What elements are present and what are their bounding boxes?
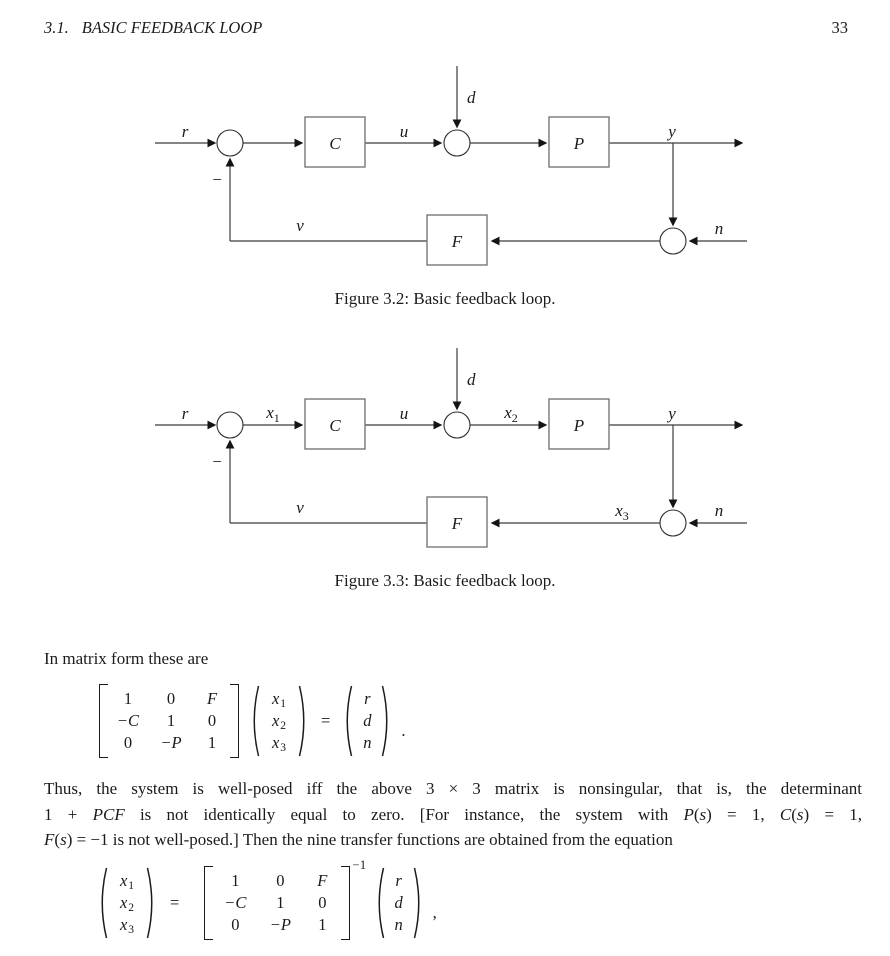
equals-sign: = <box>170 893 180 912</box>
label-u: u <box>399 404 409 423</box>
matrix-cell: 1 <box>318 915 327 934</box>
label-F: F <box>451 232 463 251</box>
label-r: r <box>181 122 189 141</box>
label-F: F <box>451 514 463 533</box>
label-v: v <box>296 216 304 235</box>
figure-3-2-diagram <box>155 66 747 265</box>
paren-right <box>297 683 311 759</box>
coefficient-matrix <box>108 688 230 754</box>
matrix-cell: 0 <box>207 711 217 730</box>
paren-left <box>95 865 109 941</box>
matrix-cell: 1 <box>166 711 176 730</box>
intro-text: In matrix form these are <box>44 649 209 668</box>
paren-left <box>247 683 261 759</box>
paren-right <box>145 865 159 941</box>
matrix-cell: 1 <box>123 689 133 708</box>
label-v: v <box>296 498 304 517</box>
body-paragraph <box>44 776 862 853</box>
input-vector <box>386 870 412 936</box>
matrix-cell: F <box>206 689 218 708</box>
label-d: d <box>467 370 476 389</box>
summing-junction-right <box>660 228 686 254</box>
vector-cell: $x_1$ <box>119 870 135 892</box>
label-C: C <box>329 416 341 435</box>
coefficient-matrix <box>213 870 341 936</box>
matrix-equation-2 <box>95 858 437 942</box>
summing-junction-left <box>217 412 243 438</box>
vector-cell: r <box>395 871 402 890</box>
vector-cell: n <box>394 915 403 934</box>
matrix-cell: 0 <box>276 871 285 890</box>
paren-left <box>372 865 386 941</box>
matrix-cell: 1 <box>207 733 217 752</box>
summing-junction-middle <box>444 412 470 438</box>
vector-cell: d <box>394 893 403 912</box>
paragraph-line: Thus, the system is well-posed iff the above 3 × 3 matrix is nonsingular, that is, the determinant <box>44 779 862 798</box>
equals-sign: = <box>321 711 331 730</box>
label-y: y <box>668 122 676 141</box>
label-minus: − <box>211 452 223 471</box>
label-n: n <box>714 219 724 238</box>
summing-junction-right <box>660 510 686 536</box>
matrix-cell: 0 <box>166 689 176 708</box>
label-P: P <box>573 416 585 435</box>
label-d: d <box>467 88 476 107</box>
paren-right <box>380 683 394 759</box>
section-number: 3.1. <box>44 18 69 37</box>
vector-cell: $x_2$ <box>119 892 135 914</box>
matrix-cell: 1 <box>276 893 285 912</box>
label-x1: $x_1$ <box>266 403 280 425</box>
label-y: y <box>668 404 676 423</box>
figure-3-3-diagram <box>155 348 747 547</box>
matrix-cell: −P <box>160 733 182 752</box>
summing-junction-left <box>217 130 243 156</box>
state-vector <box>109 870 145 936</box>
right-bracket <box>230 684 239 758</box>
paren-left <box>340 683 354 759</box>
vector-cell: $x_1$ <box>271 688 287 710</box>
paragraph-line: F(s) = −1 is not well-posed.] Then the nine transfer functions are obtained from the equation <box>44 830 673 850</box>
equation-period: . <box>401 721 406 740</box>
input-vector <box>354 688 380 754</box>
label-n: n <box>714 501 724 520</box>
matrix-cell: 0 <box>318 893 327 912</box>
label-x3: $x_3$ <box>615 501 629 523</box>
vector-cell: $x_3$ <box>271 732 287 754</box>
vector-cell: r <box>364 689 371 708</box>
equation-comma: , <box>432 903 437 922</box>
vector-cell: d <box>363 711 372 730</box>
vector-cell: $x_2$ <box>271 710 287 732</box>
label-P: P <box>573 134 585 153</box>
matrix-cell: −P <box>269 915 291 934</box>
label-u: u <box>399 122 409 141</box>
right-bracket <box>341 866 350 940</box>
label-C: C <box>329 134 341 153</box>
matrix-cell: −C <box>224 893 247 912</box>
matrix-cell: 0 <box>231 915 240 934</box>
left-bracket <box>204 866 213 940</box>
matrix-cell: 0 <box>123 733 133 752</box>
vector-cell: n <box>363 733 372 752</box>
matrix-equation-1 <box>99 682 405 760</box>
matrix-cell: −C <box>116 711 140 730</box>
vector-cell: $x_3$ <box>119 914 135 936</box>
matrix-cell: F <box>317 871 328 890</box>
page-number: 33 <box>831 18 848 37</box>
matrix-cell: 1 <box>231 871 240 890</box>
label-minus: − <box>211 170 223 189</box>
state-vector <box>261 688 297 754</box>
paren-right <box>412 865 426 941</box>
paragraph-line: 1 + PCF is not identically equal to zero. [For instance, the system with P(s) = 1, C(s) = 1, <box>44 804 863 824</box>
figure-3-3-caption: Figure 3.3: Basic feedback loop. <box>334 571 556 590</box>
figure-3-2-caption: Figure 3.2: Basic feedback loop. <box>334 289 556 308</box>
label-x2: $x_2$ <box>504 403 518 425</box>
section-title: BASIC FEEDBACK LOOP <box>81 18 263 37</box>
label-r: r <box>181 404 189 423</box>
inverse-exponent: −1 <box>352 858 367 872</box>
left-bracket <box>99 684 108 758</box>
summing-junction-middle <box>444 130 470 156</box>
